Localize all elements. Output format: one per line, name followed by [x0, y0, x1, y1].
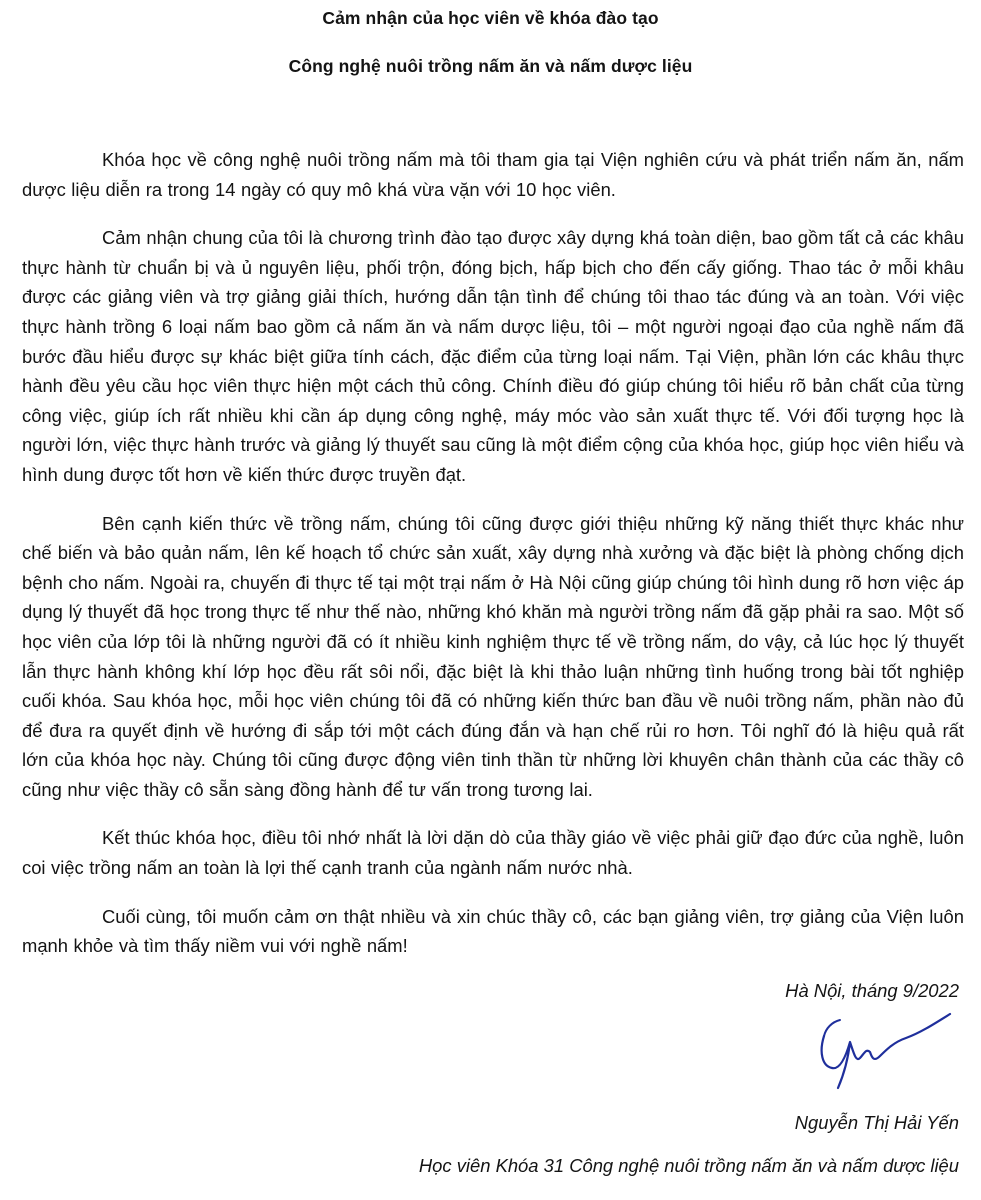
paragraph-general-impression: Cảm nhận chung của tôi là chương trình đào tạo được xây dựng khá toàn diện, bao gồm tất cả các khâu thực hành từ chuẩn bị và ủ nguyên liệu, phối trộn, đóng bịch, hấp bịch cho đến cấy giống. Thao tác ở mỗi khâu được các giảng viên và trợ giảng giải thích, hướng dẫn tận tình để chúng tôi thao tác đúng và an toàn. Với việc thực hành trồng 6 loại nấm bao gồm cả nấm ăn và nấm dược liệu, tôi – một người ngoại đạo của nghề nấm đã bước đầu hiểu được sự khác biệt giữa tính cách, đặc điểm của từng loại nấm. Tại Viện, phần lớn các khâu thực hành đều yêu cầu học viên thực hiện một cách thủ công. Chính điều đó giúp chúng tôi hiểu rõ bản chất của từng công việc, giúp ích rất nhiều khi cần áp dụng công nghệ, máy móc vào sản xuất thực tế. Với đối tượng học là người lớn, việc thực hành trước và giảng lý thuyết sau cũng là một điểm cộng của khóa học, giúp học viên hiểu và hình dung được tốt hơn về kiến thức được truyền đạt.: [22, 227, 964, 485]
paragraph-thanks: Cuối cùng, tôi muốn cảm ơn thật nhiều và xin chúc thầy cô, các bạn giảng viên, trợ giảng của Viện luôn mạnh khỏe và tìm thấy niềm vui với nghề nấm!: [22, 905, 964, 957]
paragraph-conclusion: Kết thúc khóa học, điều tôi nhớ nhất là lời dặn dò của thầy giáo về việc phải giữ đạo đức của nghề, luôn coi việc trồng nấm an toàn là lợi thế cạnh tranh của ngành nấm nước nhà.: [22, 827, 964, 879]
signer-name: Nguyễn Thị Hải Yến: [794, 1112, 959, 1133]
paragraph-additional-skills: Bên cạnh kiến thức về trồng nấm, chúng tôi cũng được giới thiệu những kỹ năng thiết thực khác như chế biến và bảo quản nấm, lên kế hoạch tổ chức sản xuất, xây dựng nhà xưởng và đặc biệt là phòng chống dịch bệnh cho nấm. Ngoài ra, chuyến đi thực tế tại một trại nấm ở Hà Nội cũng giúp chúng tôi hình dung rõ hơn việc áp dụng lý thuyết đã học trong thực tế như thế nào, những khó khăn mà người trồng nấm đã gặp phải ra sao. Một số học viên của lớp tôi là những người đã có ít nhiều kinh nghiệm thực tế về trồng nấm, do vậy, cả lúc học lý thuyết lẫn thực hành không khí lớp học đều rất sôi nổi, đặc biệt là khi thảo luận những tình huống trong bài tốt nghiệp cuối khóa. Sau khóa học, mỗi học viên chúng tôi đã có những kiến thức ban đầu về nuôi trồng nấm, phần nào đủ để đưa ra quyết định về hướng đi sắp tới một cách đúng đắn và hạn chế rủi ro hơn. Tôi nghĩ đó là hiệu quả rất lớn của khóa học này. Chúng tôi cũng được động viên tinh thần từ những lời khuyên chân thành của các thầy cô cũng như việc thầy cô sẵn sàng đồng hành để tư vấn trong tương lai.: [22, 512, 964, 800]
place-date: Hà Nội, tháng 9/2022: [785, 980, 959, 1001]
document-title-line-2: Công nghệ nuôi trồng nấm ăn và nấm dược liệu: [288, 56, 693, 76]
paragraph-intro: Khóa học về công nghệ nuôi trồng nấm mà tôi tham gia tại Viện nghiên cứu và phát triển nấm ăn, nấm dược liệu diễn ra trong 14 ngày có quy mô khá vừa vặn với 10 học viên.: [22, 149, 964, 200]
signature-stroke-lead: [824, 1020, 840, 1036]
document-body: [22, 145, 964, 980]
document-title-line-1: Cảm nhận của học viên về khóa đào tạo: [322, 8, 659, 28]
signer-role: Học viên Khóa 31 Công nghệ nuôi trồng nấm ăn và nấm dược liệu: [418, 1155, 959, 1176]
handwritten-signature: [810, 1008, 960, 1090]
signature-stroke: [822, 1014, 950, 1088]
